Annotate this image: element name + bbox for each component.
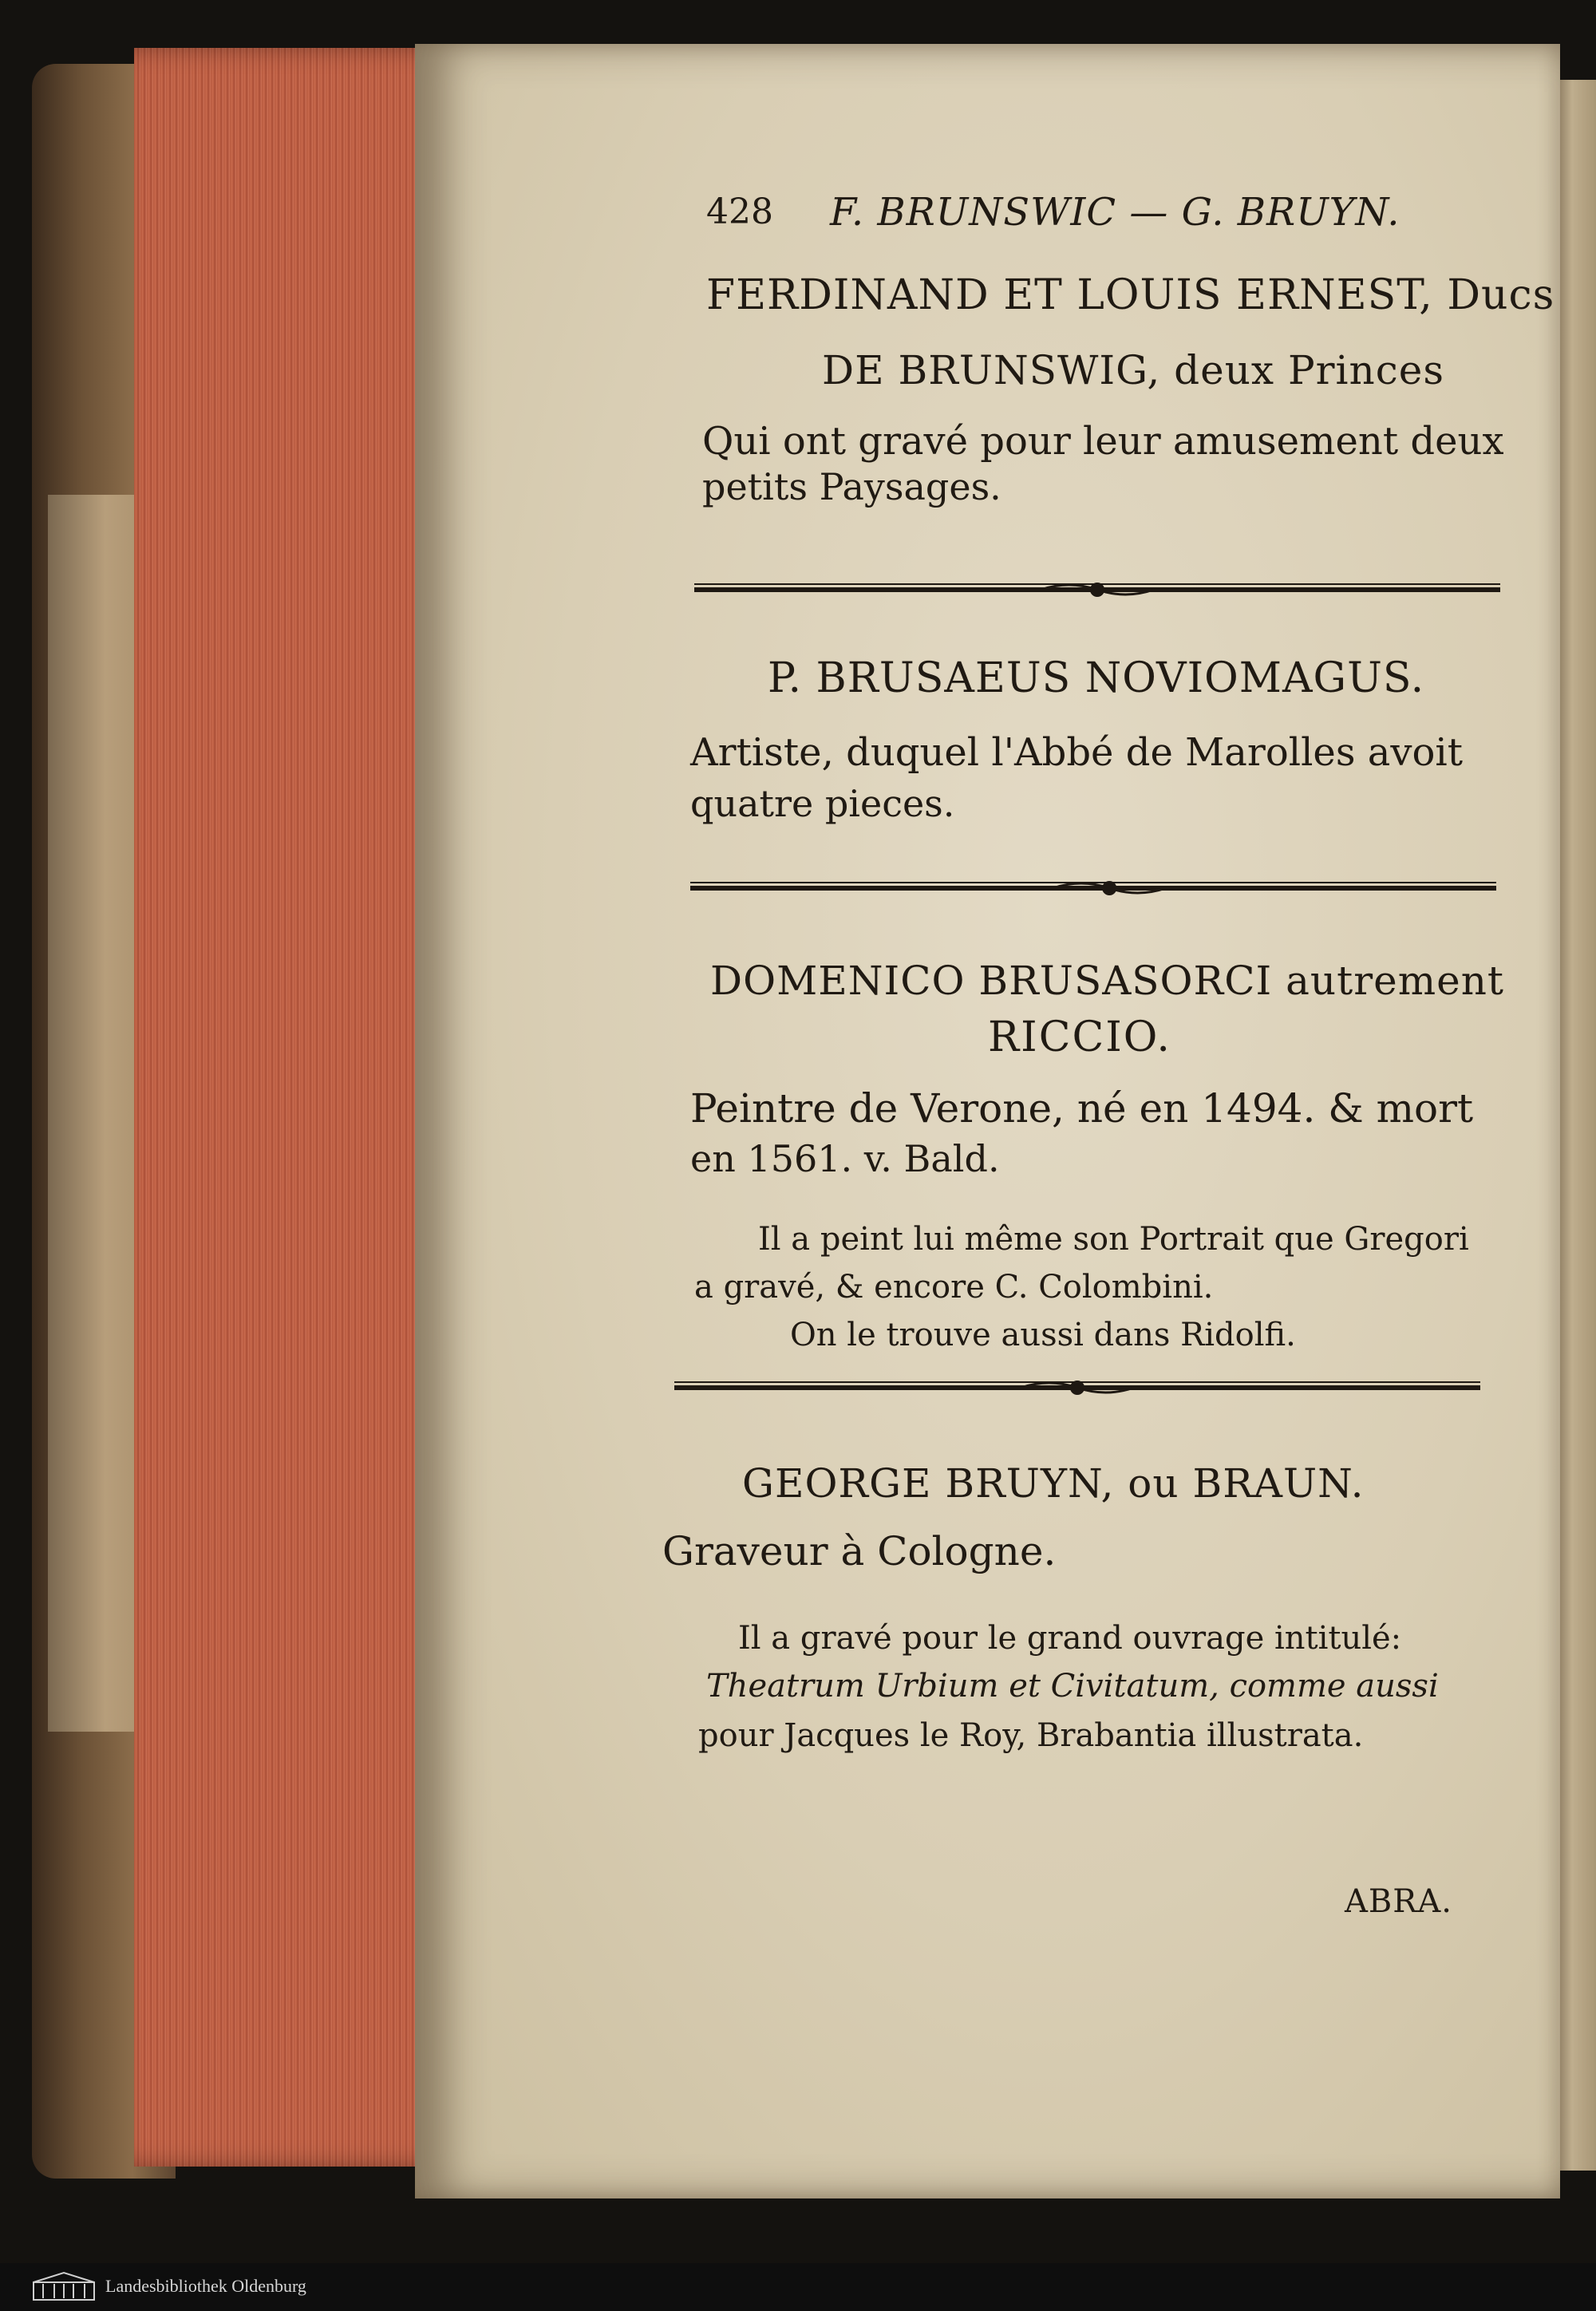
entry-2-heading: P. BRUSAEUS NOVIOMAGUS.	[768, 654, 1425, 702]
entry-2-body-line1: Artiste, duquel l'Abbé de Marolles avoit	[690, 730, 1463, 775]
entry-1-body-line2: petits Paysages.	[702, 465, 1001, 508]
book-page	[415, 44, 1560, 2198]
entry-4-note-line3: pour Jacques le Roy, Brabantia illustrata.	[698, 1717, 1364, 1754]
ornament-divider	[674, 1378, 1480, 1397]
entry-4-note-line1: Il a gravé pour le grand ouvrage intitulé:	[738, 1620, 1402, 1657]
ornament-divider	[690, 879, 1496, 898]
ornament-divider	[694, 580, 1500, 599]
entry-4-body-line1: Graveur à Cologne.	[662, 1528, 1057, 1574]
entry-2-body-line2: quatre pieces.	[690, 782, 955, 825]
entry-3-heading-line2: RICCIO.	[988, 1013, 1171, 1061]
library-building-icon	[32, 2271, 96, 2303]
entry-1-body-line1: Qui ont gravé pour leur amusement deux	[702, 419, 1504, 464]
entry-3-note-line2: a gravé, & encore C. Colombini.	[694, 1269, 1214, 1306]
entry-3-body-line2: en 1561. v. Bald.	[690, 1137, 1000, 1180]
entry-1-heading-line1: FERDINAND ET LOUIS ERNEST, Ducs	[706, 271, 1555, 319]
page-number: 428	[706, 192, 773, 232]
entry-3-note-line3: On le trouve aussi dans Ridolfi.	[790, 1317, 1296, 1353]
library-name: Landesbibliothek Oldenburg	[105, 2276, 306, 2296]
entry-3-note-line1: Il a peint lui même son Portrait que Gregori	[758, 1221, 1469, 1258]
entry-3-heading-line1: DOMENICO BRUSASORCI autrement	[710, 958, 1504, 1004]
entry-3-body-line1: Peintre de Verone, né en 1494. & mort	[690, 1085, 1474, 1132]
entry-4-heading: GEORGE BRUYN, ou BRAUN.	[742, 1460, 1365, 1507]
page-edges-red	[134, 48, 461, 2167]
page-content	[415, 44, 1560, 2198]
running-head: F. BRUNSWIC — G. BRUYN.	[830, 190, 1400, 235]
catchword: ABRA.	[1345, 1883, 1452, 1920]
entry-1-heading-line2: DE BRUNSWIG, deux Princes	[822, 347, 1444, 393]
entry-4-note-line2: Theatrum Urbium et Civitatum, comme aussi	[706, 1668, 1439, 1705]
library-footer	[0, 2263, 1596, 2311]
